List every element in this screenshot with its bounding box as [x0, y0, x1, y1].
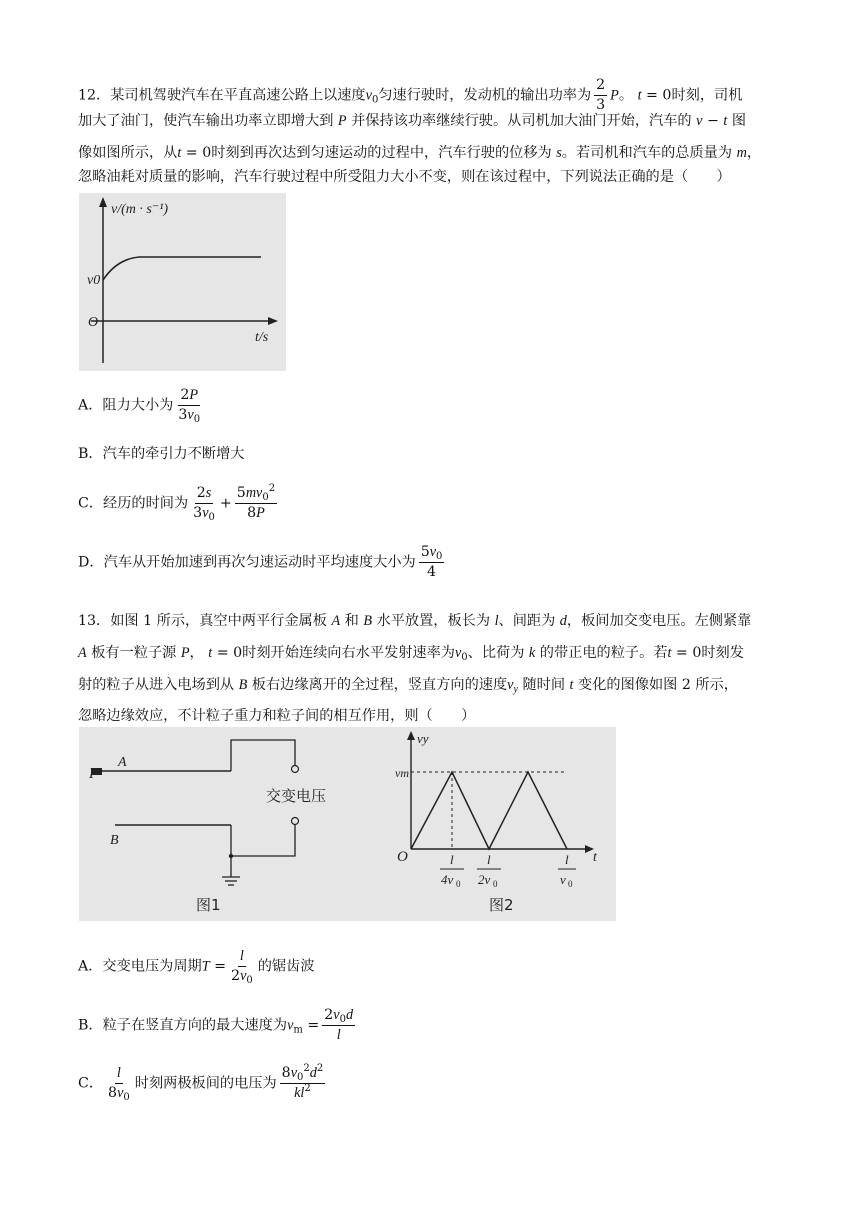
svg-text:0: 0 [493, 879, 498, 889]
q12-option-c[interactable]: C．经历的时间为 $\frac{2s}{3v_0}$ + $\frac{5mv_0^2}{8P}$ [78, 483, 276, 523]
q13-option-a[interactable]: A．交变电压为周期T = $\frac{l}{2v_0}$ 的锯齿波 [78, 948, 315, 986]
vt-origin-label: O [88, 315, 99, 330]
q13-line-2: A 板有一粒子源 P， t = 0时刻开始连续向右水平发射速率为$v_0$、比荷为 k 的带正电的粒子。若t = 0时刻发 [78, 645, 744, 663]
q13-line-4: 忽略边缘效应，不计粒子重力和粒子间的相互作用，则（ ） [78, 708, 476, 724]
vt-y-arrow-icon [99, 197, 107, 207]
vt-v0-label: v0 [87, 273, 101, 288]
terminal-bottom-icon [292, 818, 299, 825]
q12-option-a[interactable]: A．阻力大小为 $\frac{2P}{3v_0}$ [78, 387, 201, 425]
fig1-caption: 图1 [196, 896, 221, 914]
svg-text:l: l [565, 852, 569, 867]
fig1-label-a: A [118, 755, 127, 770]
fig2-tick-l-over-v0 [558, 852, 576, 889]
fig1-voltage-label: 交变电压 [266, 787, 327, 805]
vt-x-label: t/s [255, 330, 269, 345]
q12-line-1: 12．某司机驾驶汽车在平直高速公路上以速度$v_0$匀速行驶时，发动机的输出功率为 $\frac{2}{3}$ P。 t = 0时刻，司机 [78, 77, 743, 113]
fig2-triangle-wave [411, 772, 567, 849]
fig1-label-b: B [110, 833, 119, 848]
q13-line-1: 13．如图 1 所示，真空中两平行金属板 A 和 B 水平放置，板长为 l、间距为 d，板间加交变电压。左侧紧靠 [78, 613, 752, 629]
q12-option-b[interactable]: B．汽车的牵引力不断增大 [78, 446, 245, 462]
fig2-x-label: t [593, 850, 597, 865]
q12-vt-graph [79, 193, 286, 371]
svg-text:0: 0 [568, 879, 573, 889]
svg-text:2v: 2v [478, 872, 491, 887]
junction-dot-icon [229, 854, 233, 858]
fig1-circuit [88, 740, 326, 914]
q13-figures [79, 727, 616, 921]
fig2-y-arrow-icon [407, 731, 415, 740]
wire-top [231, 740, 295, 771]
q12-line-3: 像如图所示，从t = 0时刻到再次达到匀速运动的过程中，汽车行驶的位移为 s。若司机和汽车的总质量为 m， [78, 145, 762, 161]
q13-option-b[interactable]: B．粒子在竖直方向的最大速度为$v_m$ = $\frac{2v_0d}{l}$ [78, 1007, 354, 1043]
vt-curve [103, 257, 261, 280]
svg-text:l: l [450, 852, 454, 867]
fig2-y-label: vy [417, 731, 429, 746]
wire-bottom [231, 825, 295, 856]
fig2-tick-l-over-2v0 [477, 852, 501, 889]
fig2-origin: O [397, 849, 408, 865]
terminal-top-icon [292, 766, 299, 773]
q13-option-c[interactable]: C． $\frac{l}{8v_0}$ 时刻两极板间的电压为 $\frac{8v_0^2d^2}{kl^2}$ [78, 1063, 324, 1103]
svg-text:l: l [487, 852, 491, 867]
vt-y-label: v/(m · s⁻¹) [111, 202, 169, 217]
vt-x-arrow-icon [268, 317, 278, 325]
q13-line-3: 射的粒子从进入电场到从 B 板右边缘离开的全过程，竖直方向的速度$v_y$ 随时间 t 变化的图像如图 2 所示， [78, 677, 738, 695]
fig2-caption: 图2 [489, 896, 514, 914]
svg-text:v: v [560, 872, 566, 887]
svg-text:0: 0 [456, 879, 461, 889]
fig2-tick-l-over-4v0 [440, 852, 464, 889]
fig2-vm-label: vm [395, 766, 409, 780]
q12-line-4: 忽略油耗对质量的影响，汽车行驶过程中所受阻力大小不变，则在该过程中，下列说法正确的是（ ） [78, 169, 731, 185]
fig2-vy-t-graph [395, 731, 598, 914]
svg-text:4v: 4v [441, 872, 454, 887]
fig1-label-p: P [89, 766, 99, 782]
q12-option-d[interactable]: D．汽车从开始加速到再次匀速运动时平均速度大小为 $\frac{5v_0}{4}$ [78, 544, 443, 580]
q12-line-2: 加大了油门，使汽车输出功率立即增大到 P 并保持该功率继续行驶。从司机加大油门开始，汽车的 v − t 图 [78, 113, 747, 129]
